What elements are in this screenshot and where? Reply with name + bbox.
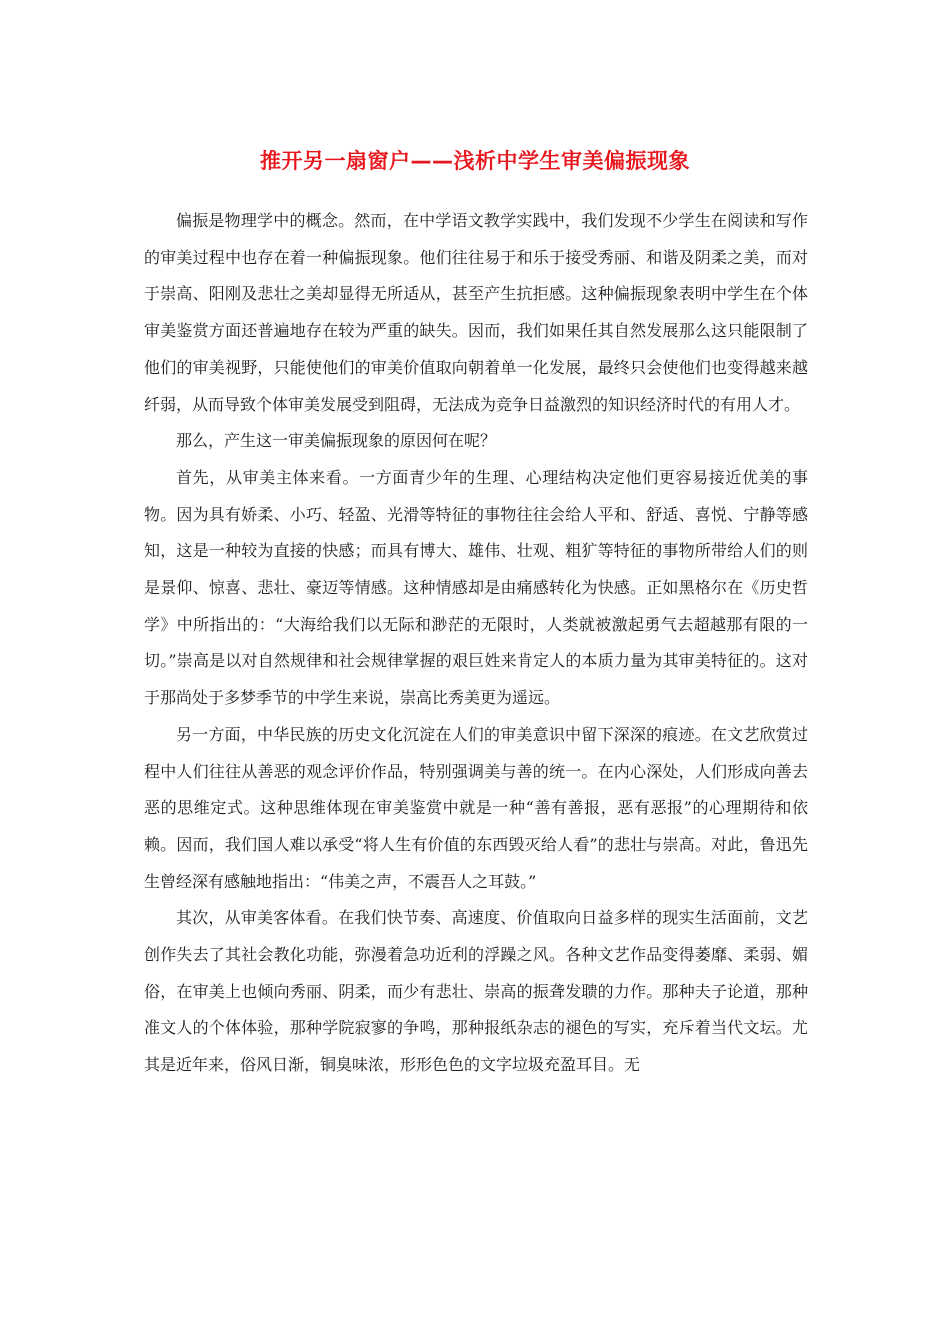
document-body <box>144 203 808 1084</box>
paragraph-1: 偏振是物理学中的概念。然而，在中学语文教学实践中，我们发现不少学生在阅读和写作的审美过程中也存在着一种偏振现象。他们往往易于和乐于接受秀丽、和谐及阴柔之美，而对于崇高、阳刚及悲壮之美却显得无所适从，甚至产生抗拒感。这种偏振现象表明中学生在个体审美鉴赏方面还普遍地存在较为严重的缺失。因而，我们如果任其自然发展那么这只能限制了他们的审美视野，只能使他们的审美价值取向朝着单一化发展，最终只会使他们也变得越来越纤弱，从而导致个体审美发展受到阻碍，无法成为竞争日益激烈的知识经济时代的有用人才。 <box>144 211 808 414</box>
paragraph-3: 首先，从审美主体来看。一方面青少年的生理、心理结构决定他们更容易接近优美的事物。因为具有娇柔、小巧、轻盈、光滑等特征的事物往往会给人平和、舒适、喜悦、宁静等感知，这是一种较为直接的快感；而具有博大、雄伟、壮观、粗犷等特征的事物所带给人们的则是景仰、惊喜、悲壮、豪迈等情感。这种情感却是由痛感转化为快感。正如黑格尔在《历史哲学》中所指出的：“大海给我们以无际和渺茫的无限时，人类就被激起勇气去超越那有限的一切。”崇高是以对自然规律和社会规律掌握的艰巨姓来肯定人的本质力量为其审美特征的。这对于那尚处于多梦季节的中学生来说，崇高比秀美更为遥远。 <box>144 467 808 708</box>
paragraph-4: 另一方面，中华民族的历史文化沉淀在人们的审美意识中留下深深的痕迹。在文艺欣赏过程中人们往往从善恶的观念评价作品，特别强调美与善的统一。在内心深处，人们形成向善去恶的思维定式。这种思维体现在审美鉴赏中就是一种“善有善报，恶有恶报”的心理期待和依赖。因而，我们国人难以承受“将人生有价值的东西毁灭给人看”的悲壮与崇高。对此，鲁迅先生曾经深有感触地指出：“伟美之声，不震吾人之耳鼓。” <box>144 724 808 891</box>
document-title: 推开另一扇窗户——浅析中学生审美偏振现象 <box>260 149 690 173</box>
paragraph-5: 其次，从审美客体看。在我们快节奏、高速度、价值取向日益多样的现实生活面前，文艺创作失去了其社会教化功能，弥漫着急功近利的浮躁之风。各种文艺作品变得萎靡、柔弱、媚俗，在审美上也倾向秀丽、阴柔，而少有悲壮、崇高的振聋发聩的力作。那种夫子论道，那种准文人的个体体验，那种学院寂寥的争鸣，那种报纸杂志的褪色的写实，充斥着当代文坛。尤其是近年来，俗风日渐，铜臭味浓，形形色色的文字垃圾充盈耳目。无 <box>144 908 808 1075</box>
paragraph-2: 那么，产生这一审美偏振现象的原因何在呢？ <box>176 431 497 451</box>
